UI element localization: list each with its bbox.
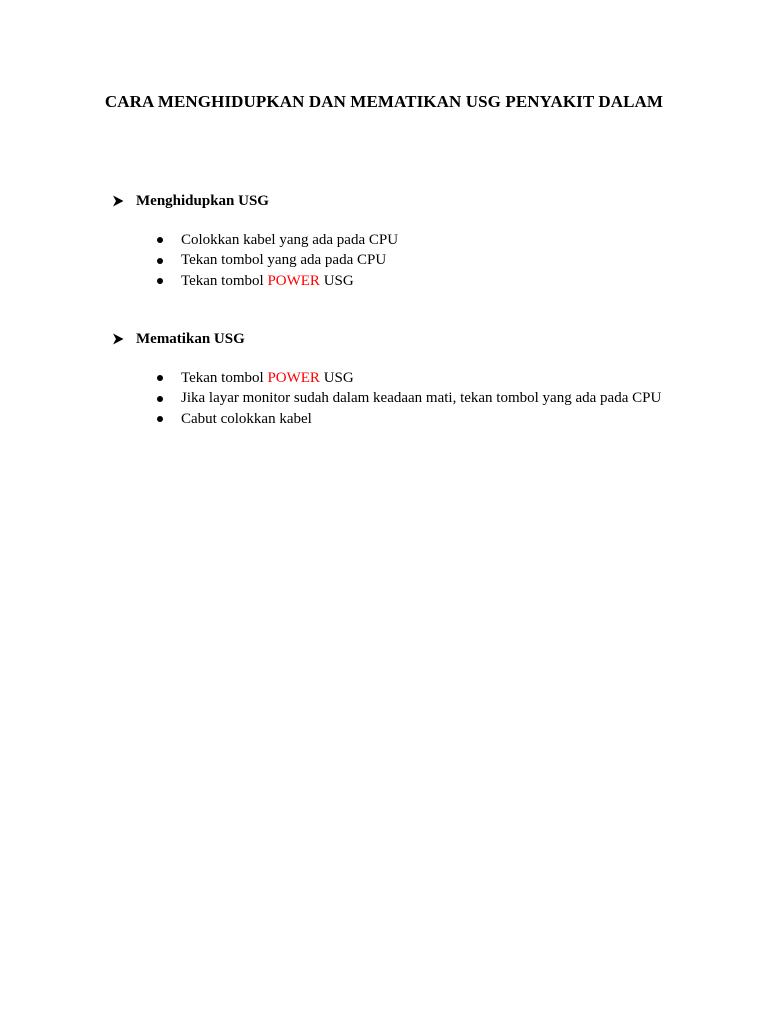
bullet-list-menghidupkan xyxy=(157,230,398,292)
list-item-text: Cabut colokkan kabel xyxy=(181,410,312,427)
list-item-text: Colokkan kabel yang ada pada CPU xyxy=(181,231,399,248)
bullet-dot-icon xyxy=(157,375,163,381)
bullet-dot-icon xyxy=(157,258,163,264)
list-item xyxy=(157,409,661,430)
bullet-dot-icon xyxy=(157,416,163,422)
bullet-dot-icon xyxy=(157,396,163,402)
list-item xyxy=(157,368,661,389)
list-item-text: Tekan tombol POWER USG xyxy=(181,369,354,386)
list-item-text: Tekan tombol yang ada pada CPU xyxy=(181,252,387,269)
section-heading-label: Menghidupkan USG xyxy=(136,192,269,209)
list-item-text: Jika layar monitor sudah dalam keadaan mati, tekan tombol yang ada pada CPU xyxy=(181,390,662,407)
list-item xyxy=(157,251,398,272)
section-heading-menghidupkan xyxy=(112,191,269,211)
power-highlight: POWER xyxy=(267,369,320,386)
list-item xyxy=(157,389,661,410)
list-item xyxy=(157,230,398,251)
list-item-text: Tekan tombol POWER USG xyxy=(181,272,354,289)
section-heading-label: Mematikan USG xyxy=(136,330,245,347)
bullet-list-mematikan xyxy=(157,368,661,430)
page-title: CARA MENGHIDUPKAN DAN MEMATIKAN USG PENYAKIT DALAM xyxy=(104,92,664,111)
section-heading-mematikan xyxy=(112,329,245,349)
list-item xyxy=(157,271,398,292)
arrowhead-bullet-icon xyxy=(112,195,124,207)
power-highlight: POWER xyxy=(267,272,320,289)
arrowhead-bullet-icon xyxy=(112,333,124,345)
bullet-dot-icon xyxy=(157,278,163,284)
bullet-dot-icon xyxy=(157,237,163,243)
